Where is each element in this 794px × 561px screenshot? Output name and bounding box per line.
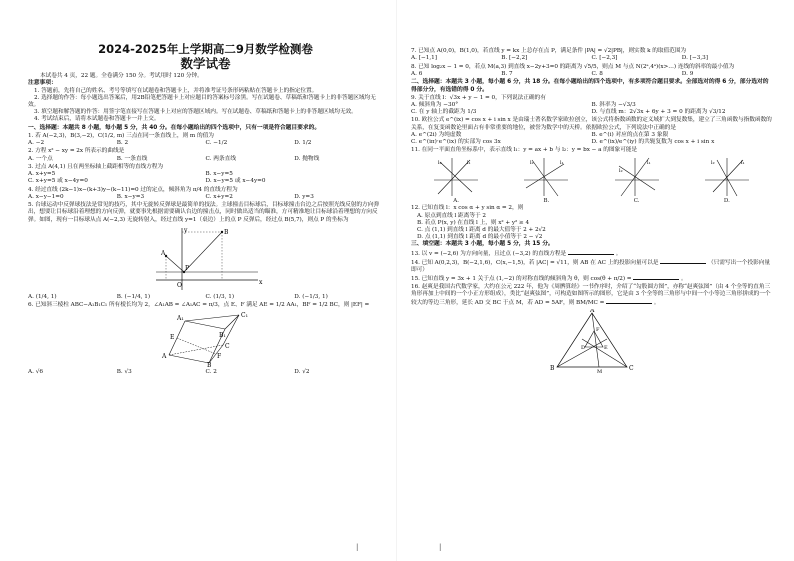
q11-graph-d-svg (703, 156, 751, 198)
label-c: C (628, 365, 634, 373)
right-column (397, 48, 794, 375)
q6-option-b: B. √3 (116, 369, 132, 376)
q11-graph-c (613, 156, 661, 204)
label-a: A (160, 249, 165, 257)
q8-option-c: C. 8 (591, 70, 603, 77)
question-6-options (28, 369, 383, 376)
question-5: 5. 台球运动中反弹球技法是常见的技巧，其中无旋转反弹球是最简单的技法。主球撞击目标球后，目标球撞击台边之后按照光线反射的方向弹出，想要让目标球沿着理想的方向反弹，就要事先根据需要确认台边的撞击点，同时做出适当的瞄准，方可精准地让目标球沿着理想的方向反弹。如图，现有一目标球从点 A(−2,3) 无旋转射入，经过直线 y=1（桌边）上的点 P 反弹后，经过点 B(5,7)，则点 P 的坐标为 (28, 202, 379, 223)
q4-option-a: A. x−y−1=0 (28, 193, 64, 200)
q2-option-d: D. 抛物线 (294, 155, 320, 162)
q11-c-curve-2: l₂ (618, 168, 623, 175)
section-2-heading: 二、选择题：本题共 3 小题，每小题 6 分，共 18 分。在每小题给出的四个选项中，有多项符合题目要求。全部选对的得 6 分，部分选对的得部分分，有选错的得 0 分。 (411, 79, 769, 93)
label-a: A (589, 309, 594, 315)
q2-option-a: A. 一个点 (28, 155, 53, 162)
q9-option-a: A. 倾斜角为 −30° (411, 102, 459, 109)
q13-answer-blank[interactable] (568, 249, 614, 255)
question-3: 3. 过点 A(4,1) 且在两坐标轴上截距相等的直线方程为 (28, 164, 164, 171)
q13-stem: 13. 以 v = (−2,6) 为方向向量，且过点 (−3,2) 的直线方程是 (411, 250, 567, 257)
line-be (557, 339, 607, 367)
q5-option-b: B. (−1/4, 1) (116, 293, 151, 300)
q14-stem: 14. 已知 A(0,2,3)，B(−2,1,6)，C(x,−1,5)，若 |AC| = √11，则 AB 在 AC 上的投影向量可以是 (411, 259, 659, 266)
section-1-heading: 一、选择题：本题共 8 小题，每小题 5 分，共 40 分。在每小题给出的四个选项中，只有一项是符合题目要求的。 (28, 124, 321, 131)
question-15 (411, 274, 772, 283)
question-8: 8. 已知 log₂x − 1 = 0，若点 M(a,3) 到直线 x−2y+3=0 的距离为 √5/5，则点 M 与点 N(2ᵃ,4ᵃ)(x>…) 连线的斜率的最小值为 (411, 63, 735, 70)
q5-option-d: D. (−1/3, 1) (294, 293, 328, 300)
q11-graph-b-svg (522, 156, 570, 198)
q5-option-a: A. (1/4, 1) (28, 293, 57, 300)
left-page-mark: | (356, 543, 359, 551)
q10-option-b: B. e^(i) 对应的点在第 3 象限 (591, 131, 669, 138)
label-b: B (549, 365, 554, 373)
label-o: O (176, 281, 182, 289)
left-column (0, 44, 397, 378)
q7-option-d: D. [−3,3] (681, 55, 708, 62)
q9-option-c: C. 在 y 轴上的截距为 1/3 (411, 109, 477, 116)
notes-line-3: 2. 选择题的作答：每小题选出答案后，用2B铅笔把答题卡上对应题目的答案标号涂黑。写在试题卷、草稿纸和答题卡上的非答题区域均无效。 (28, 94, 376, 108)
q1-option-a: A. −2 (28, 140, 45, 147)
q1-option-d: D. 1/2 (294, 140, 312, 147)
q11-d-curve-1: l₁ (740, 160, 745, 167)
q11-graph-c-svg (613, 156, 661, 198)
notes-line-5: 4. 考试结束后，请将本试题卷和答题卡一并上交。 (34, 116, 160, 123)
segment-ef (177, 338, 216, 354)
q11-a-curve-1: l₁ (467, 160, 471, 167)
outer-triangle (557, 313, 627, 367)
reflected-path (184, 232, 222, 272)
q11-b-curve-1: l₁ (560, 160, 564, 167)
q5-option-c: C. (1/3, 1) (205, 293, 235, 300)
question-7: 7. 已知点 A(0,0)，B(1,0)，若直线 y = kx 上总存在点 P，满足条件 |PA| = √2|PB|，则实数 k 的取值范围为 (411, 48, 687, 54)
q7-option-c: C. [−2,3] (591, 55, 618, 62)
question-4: 4. 经过直线 (2k−1)x−(k+3)y−(k−11)=0 过的定点，倾斜角为 π/4 的直线方程为 (28, 186, 238, 193)
q16-answer-blank[interactable] (606, 298, 652, 304)
label-a: A (161, 353, 166, 361)
question-16 (411, 284, 772, 308)
q3-option-b: B. x−y=5 (205, 171, 233, 178)
edge-cc1 (223, 315, 239, 345)
edge-b1c1 (225, 315, 239, 329)
q10-option-c: C. e^(iπ)·e^(ix) 的实部为 cos 3x (411, 139, 501, 146)
edge-a1b1 (185, 321, 225, 329)
inner-triangle (585, 331, 603, 347)
q10-option-a: A. e^(2i) 为纯虚数 (411, 131, 462, 138)
q8-option-b: B. 7 (501, 70, 513, 77)
question-1-options (28, 140, 383, 147)
label-d: D (580, 345, 585, 352)
question-1: 1. 若 A(−2,3)，B(3,−2)，C(1/2, m) 三点在同一条直线上，则 m 的值为 (28, 132, 214, 139)
q15-answer-blank[interactable] (633, 274, 679, 280)
q11-label-c: C. (633, 198, 640, 205)
question-4-options (28, 194, 383, 201)
q11-a-curve-2: l₂ (438, 160, 442, 167)
label-e: E (169, 334, 174, 342)
q4-option-b: B. x−y=3 (116, 193, 145, 200)
section-3-heading: 三、填空题：本题共 3 小题，每小题 5 分，共 15 分。 (411, 241, 554, 248)
q2-option-c: C. 两条直线 (205, 155, 237, 162)
line-cf (582, 339, 627, 367)
label-e: E (603, 345, 608, 352)
q2-option-b: B. 一条直线 (116, 155, 148, 162)
q4-option-c: C. x+y=2 (205, 193, 233, 200)
q11-graph-a-svg (432, 156, 480, 198)
question-2: 2. 方程 x² − xy = 2x 所表示的曲线是 (28, 148, 125, 155)
q6-option-a: A. √6 (28, 369, 43, 376)
q8-option-a: A. 6 (411, 70, 423, 77)
edge-ab (169, 355, 209, 363)
notes-heading: 注意事项： (28, 80, 57, 87)
label-b: B (223, 228, 228, 236)
question-14 (411, 258, 772, 274)
question-5-options (28, 294, 383, 301)
q3-option-a: A. x+y=5 (28, 171, 56, 178)
q9-option-b: B. 斜率为 −√3/3 (591, 102, 636, 109)
label-p: P (184, 264, 189, 272)
incoming-path (166, 256, 184, 272)
point-b-dot (220, 231, 222, 233)
q14-answer-blank[interactable] (660, 258, 706, 264)
q11-graph-a (432, 156, 480, 204)
question-9: 9. 关于直线 l：√3x + y − 1 = 0，下列说法正确的有 (411, 94, 546, 101)
q12-option-a: A. 原点到直线 l 距离等于 2 (417, 212, 486, 219)
q4-option-d: D. y=3 (294, 193, 314, 200)
q1-option-c: C. −1/2 (205, 140, 228, 147)
edge-a1c1 (185, 315, 239, 321)
question-11-graphs (411, 156, 772, 204)
question-9-options (411, 102, 772, 116)
question-6: 6. 已知斜三棱柱 ABC−A₁B₁C₁ 所有棱长均为 2，∠A₁AB = ∠A₁AC = π/3，点 E、F 满足 AE = 1/2 AA₁，BF = 1/2 BC，则 |EF| = (28, 302, 370, 309)
q11-label-b: B. (543, 198, 550, 205)
right-page-mark: | (439, 543, 442, 551)
label-c1: C₁ (240, 312, 248, 320)
q16-stem: 16. 赵爽是我国古代数学家，大约在公元 222 年，他为《周髀算经》一书作序时，介绍了“勾股圆方图”，亦称“赵爽弦图”（由 4 个全等的直角三角形再加上中间的一个小正方形组成），类比“赵爽弦图”，可构造如图所示的图形，它是由 3 个全等的三角形与中间一个小等边三角形拼成的一个较大的等边三角形，延长 AD 交 BC 于点 M，若 AD = 5AF，则 BM/MC = (411, 283, 771, 306)
q8-option-d: D. 9 (681, 70, 694, 77)
q3-option-c: C. x+y=5 或 x−4y=0 (28, 178, 88, 185)
q13-after: 。 (615, 250, 622, 257)
question-10: 10. 欧拉公式 e^(ix) = cos x + i sin x 是由瑞士著名数学家欧拉创立，该公式将指数函数的定义域扩大到复数集，建立了三角函数与指数函数的关系，在复变函数论里面占有非常重要的地位，被誉为数学中的天桥。依据欧拉公式，下列说法中正确的是 (411, 117, 772, 131)
label-y: y (183, 226, 187, 234)
label-b1: B₁ (218, 332, 226, 340)
q12-option-c: C. 点 (1,1) 到直线 l 距离 d 的最大值等于 2 + 2√2 (417, 227, 546, 234)
q11-c-curve-1: l₁ (646, 160, 651, 167)
zhaoshuang-figure (547, 309, 637, 373)
q11-graph-b (522, 156, 570, 204)
q6-option-c: C. 2 (205, 369, 217, 376)
question-3-options (28, 171, 383, 185)
prism-figure (151, 311, 261, 367)
q6-option-d: D. √2 (294, 369, 310, 376)
question-13 (411, 249, 772, 258)
exam-subtitle: 数学试卷 (180, 56, 231, 71)
question-10-options (411, 132, 772, 146)
question-2-options (28, 156, 383, 163)
billiard-figure (146, 226, 266, 292)
exam-title: 2024-2025年上学期高二9月数学检测卷 (98, 42, 313, 56)
q15-stem: 15. 已知直线 y = 3x + 1 关于点 (1,−2) 的对称直线的倾斜角为 θ，则 cos(θ + π/2) = (411, 276, 632, 283)
q11-b-curve-2: l₂ (530, 160, 534, 167)
q3-option-d: D. x−y=5 或 x−4y=0 (205, 178, 266, 185)
label-b: B (206, 362, 211, 368)
question-12: 12. 已知直线 l：x cos α + y sin α = 2，则 (411, 205, 524, 212)
label-f: F (595, 327, 599, 334)
line-am (592, 313, 599, 367)
label-f: F (216, 353, 221, 361)
question-7-options (411, 55, 772, 62)
question-8-options (411, 71, 772, 78)
label-c: C (224, 343, 230, 351)
q9-option-d: D. 与直线 m：2√3x + 6y + 3 = 0 的距离为 √3/12 (591, 109, 726, 116)
notes-line-1: 本试卷共 4 页，22 题。全卷满分 150 分。考试用时 120 分钟。 (40, 73, 203, 79)
label-m: M (596, 369, 602, 374)
q1-option-b: B. 2 (116, 140, 129, 147)
right-page (397, 0, 794, 561)
q12-option-b: B. 若点 P(x, y) 在直线 l 上，则 x² + y² ≥ 4 (417, 219, 530, 226)
q11-d-curve-2: l₂ (710, 160, 715, 167)
q7-option-a: A. [−1,1] (411, 55, 437, 62)
q16-after: 。 (653, 299, 660, 306)
question-11: 11. 在同一平面直角坐标系中，表示直线 l₁：y = ax + b 与 l₂：y = bx − a 的图象可能是 (411, 147, 638, 154)
q11-graph-d (703, 156, 751, 204)
q11-label-a: A. (453, 198, 459, 205)
q14-after: （只需写出一个投影向量即可） (411, 259, 770, 274)
q11-label-d: D. (723, 198, 730, 205)
notes-line-4: 3. 填空题和解答题的作答：用签字笔直接写在答题卡上对应的答题区域内。写在试题卷、草稿纸和答题卡上的非答题区域均无效。 (34, 109, 357, 116)
label-x: x (258, 278, 262, 286)
q12-option-d: D. 点 (1,1) 到直线 l 距离 d 的最小值等于 2 − √2 (417, 234, 543, 241)
q10-option-d: D. e^(ix)/e^(iy) 的共轭复数为 cos x + i sin x (591, 139, 715, 146)
q7-option-b: B. [−2,2] (501, 55, 528, 62)
notes-line-2: 1. 答题前，先将自己的姓名、考号等填写在试题卷和答题卡上，并将准考证号条形码粘贴在答题卡上的指定位置。 (34, 87, 318, 94)
q15-after: 。 (681, 276, 687, 283)
label-a1: A₁ (176, 315, 184, 323)
